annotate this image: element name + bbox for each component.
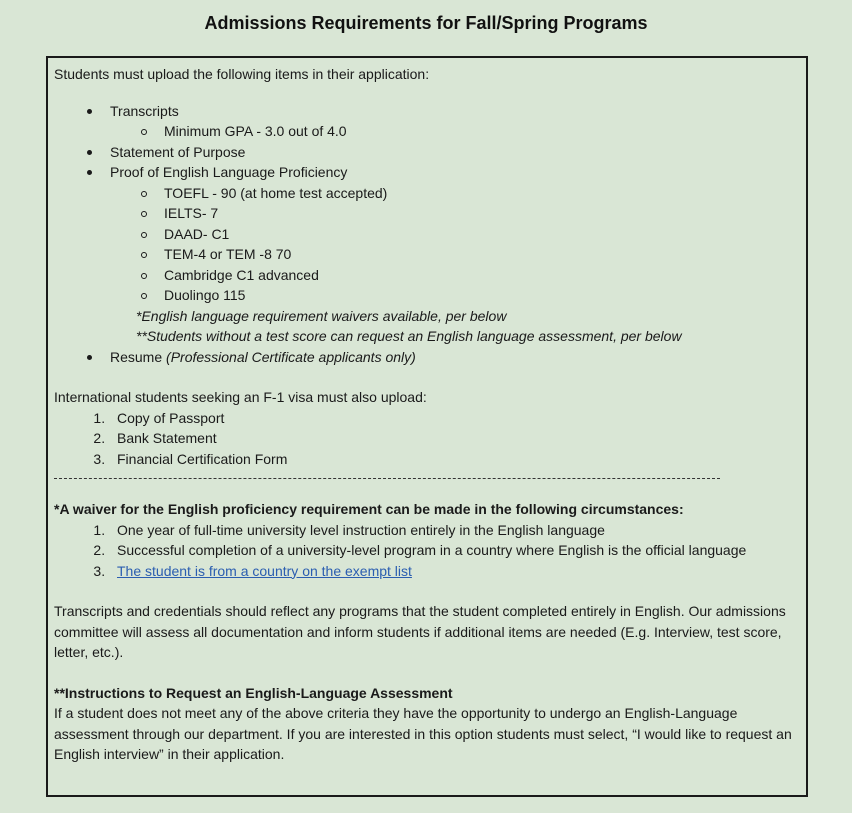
list-item-label: Transcripts xyxy=(110,102,179,119)
international-heading: International students seeking an F-1 visa must also upload: xyxy=(54,389,427,405)
dashed-divider xyxy=(54,478,720,479)
requirements-box xyxy=(46,56,808,797)
sub-list-item: Minimum GPA - 3.0 out of 4.0 xyxy=(138,121,800,142)
list-item-label: Proof of English Language Proficiency xyxy=(110,164,348,180)
waiver-note: *English language requirement waivers available, per below xyxy=(136,307,507,324)
list-item-resume xyxy=(84,347,800,368)
list-item: 2. Bank Statement xyxy=(109,428,800,449)
waiver-heading: *A waiver for the English proficiency requirement can be made in the following circumstances: xyxy=(54,501,684,517)
list-item: 2. Successful completion of a university-level program in a country where English is the official language xyxy=(109,540,800,561)
list-item xyxy=(109,561,800,582)
assessment-heading: **Instructions to Request an English-Language Assessment xyxy=(54,684,453,701)
sub-list-item: TEM-4 or TEM -8 70 xyxy=(138,244,800,265)
list-item-statement-of-purpose: Statement of Purpose xyxy=(84,142,800,163)
international-list xyxy=(54,408,800,470)
transcripts-note: Transcripts and credentials should reflect any programs that the student completed entirely in English. Our admissions committee will assess all documentation and inform students if additional items are needed (E.g. Interview, test score, letter, etc.). xyxy=(54,603,786,660)
exempt-list-link[interactable]: The student is from a country on the exempt list xyxy=(117,562,412,579)
requirements-list xyxy=(54,101,800,306)
waiver-list xyxy=(54,520,800,582)
page-title: Admissions Requirements for Fall/Spring Programs xyxy=(204,13,648,33)
list-item-qualifier: (Professional Certificate applicants only) xyxy=(166,348,416,365)
sub-list-item: Cambridge C1 advanced xyxy=(138,265,800,286)
assessment-body: If a student does not meet any of the above criteria they have the opportunity to undergo an English-Language assessment through our department. If you are interested in this option students must select, “I would like to request an English interview” in their application. xyxy=(54,705,792,762)
list-item: 3. Financial Certification Form xyxy=(109,449,800,470)
sub-list-item: Duolingo 115 xyxy=(138,285,800,306)
assessment-note: **Students without a test score can request an English language assessment, per below xyxy=(136,328,682,344)
list-item-english-proficiency xyxy=(84,162,800,306)
sub-list xyxy=(110,121,800,142)
intro-text: Students must upload the following items in their application: xyxy=(54,66,430,82)
sub-list-item: IELTS- 7 xyxy=(138,203,800,224)
list-item: 1. One year of full-time university level instruction entirely in the English language xyxy=(109,520,800,541)
list-item-transcripts xyxy=(84,101,800,142)
list-item: 1. Copy of Passport xyxy=(109,408,800,429)
requirements-list-cont xyxy=(54,347,800,368)
sub-list xyxy=(110,183,800,306)
sub-list-item: DAAD- C1 xyxy=(138,224,800,245)
list-item-label: Resume xyxy=(110,348,167,365)
sub-list-item: TOEFL - 90 (at home test accepted) xyxy=(138,183,800,204)
